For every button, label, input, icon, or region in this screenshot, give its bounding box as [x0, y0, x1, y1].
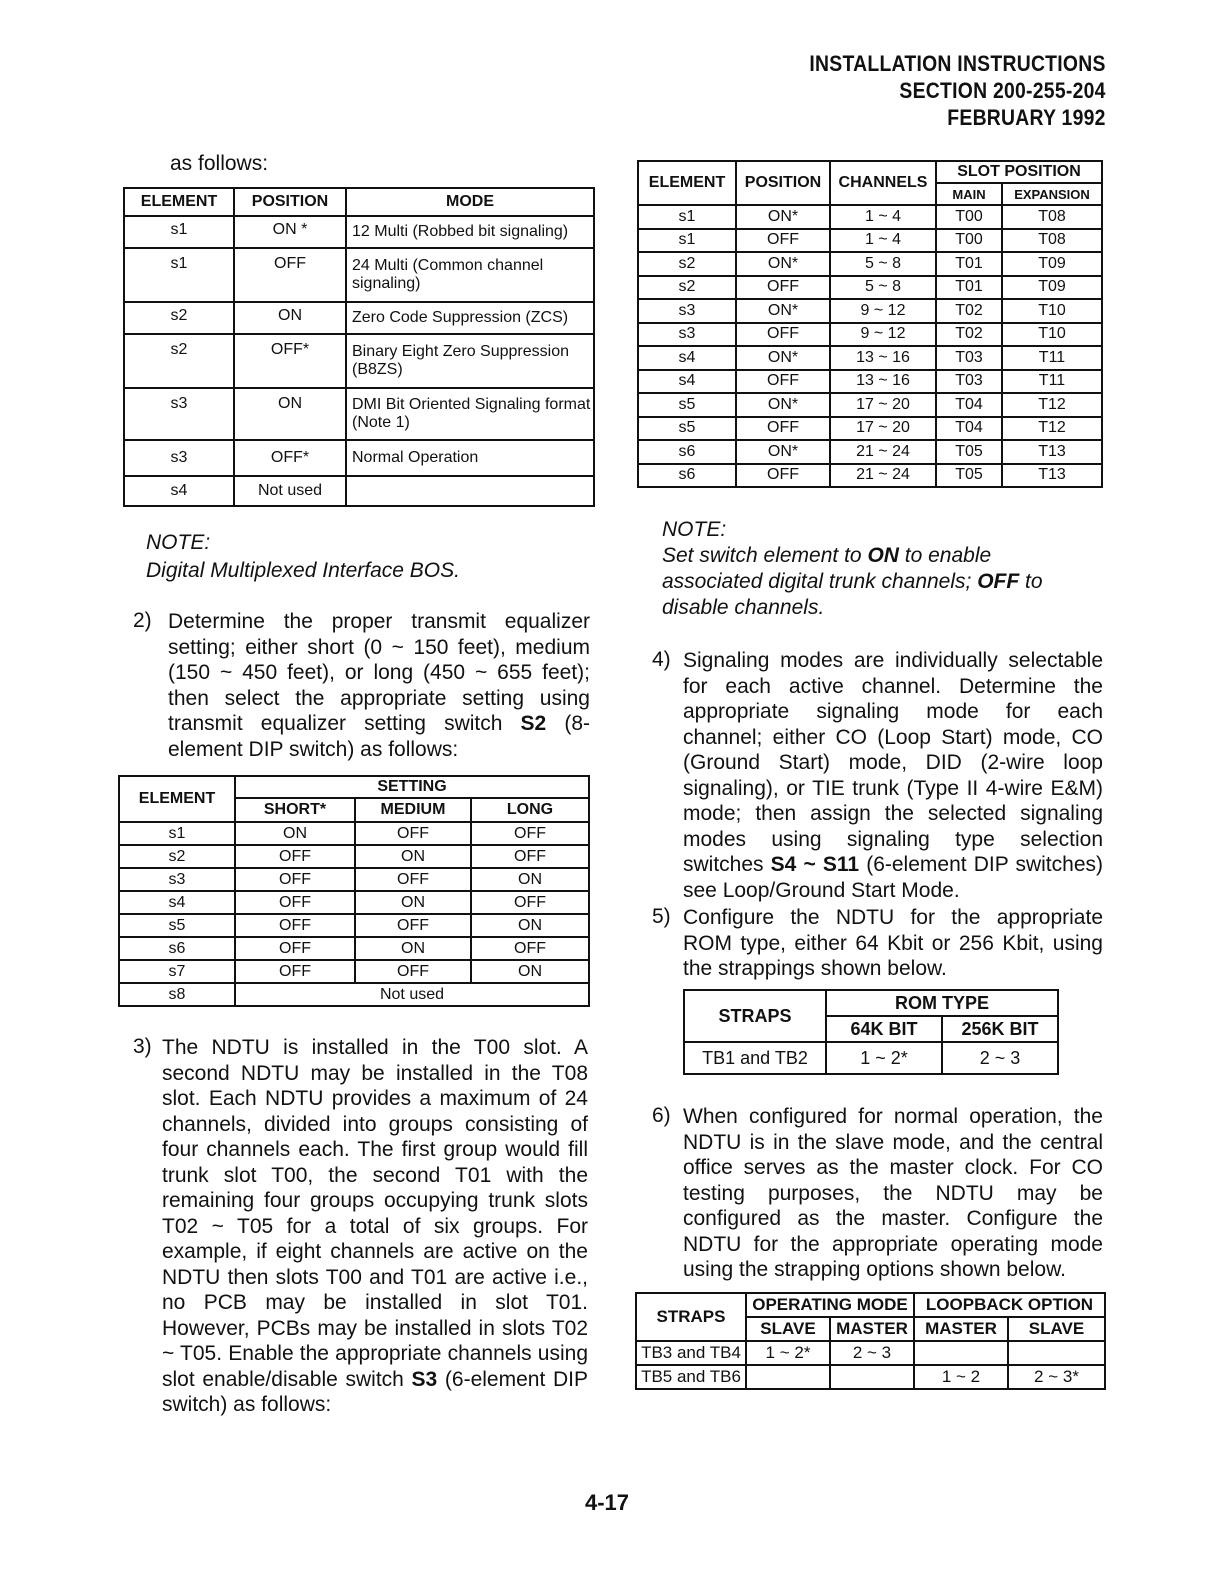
col-header-straps: STRAPS	[684, 990, 826, 1042]
table-row: s6 OFF ON OFF	[119, 937, 589, 960]
table-row: s2 OFF ON OFF	[119, 845, 589, 868]
item-4-text: Signaling modes are individually selectable for each active channel. Determine the appropriate signaling mode for each channel; either CO (Loop Start) mode, CO (Ground Start) mode, DID (2-wire loop signaling), or TIE trunk (Type II 4-wire E&M) mode; then assign the selected signaling modes using signaling type selection switches S4 ~ S11 (6-element DIP switches) see Loop/Ground Start Mode.	[683, 649, 1103, 902]
as-follows-text: as follows:	[170, 152, 269, 175]
item-5-number: 5)	[652, 905, 671, 928]
col-header-operating-mode: OPERATING MODE	[746, 1293, 914, 1317]
table-row: s7 OFF OFF ON	[119, 960, 589, 983]
table-row: s3 ON* 9 ~ 12 T02 T10	[638, 299, 1102, 323]
item-5-text: Configure the NDTU for the appropriate ROM type, either 64 Kbit or 256 Kbit, using the strappings shown below.	[683, 906, 1103, 980]
table-row: s6 ON* 21 ~ 24 T05 T13	[638, 440, 1102, 464]
table-row: s5 OFF OFF ON	[119, 914, 589, 937]
table-row: s5 OFF 17 ~ 20 T04 T12	[638, 417, 1102, 441]
table-row: s6 OFF 21 ~ 24 T05 T13	[638, 464, 1102, 488]
col-header-element: ELEMENT	[124, 188, 234, 216]
table-row: s4 Not used	[124, 476, 594, 506]
header-title: INSTALLATION INSTRUCTIONS	[809, 51, 1106, 76]
note-text: Set switch element to ON to enable associated digital trunk channels; OFF to disable channels.	[662, 544, 1043, 619]
table-row: s3 OFF* Normal Operation	[124, 440, 594, 476]
note-text: Digital Multiplexed Interface BOS.	[146, 559, 460, 582]
table-row: s3 ON DMI Bit Oriented Signaling format (Note 1)	[124, 388, 594, 440]
table-row: s1 ON * 12 Multi (Robbed bit signaling)	[124, 216, 594, 248]
table-row: s4 ON* 13 ~ 16 T03 T11	[638, 346, 1102, 370]
header-date: FEBRUARY 1992	[947, 105, 1106, 130]
table-row: s1 OFF 1 ~ 4 T00 T08	[638, 229, 1102, 253]
rom-type-strap-table: STRAPS ROM TYPE 64K BIT 256K BIT TB1 and TB2 1 ~ 2* 2 ~ 3	[683, 989, 1059, 1075]
page-number: 4-17	[584, 1490, 630, 1515]
note-label: NOTE:	[662, 518, 727, 541]
item-4-number: 4)	[652, 648, 671, 671]
switch-s3-slot-table: ELEMENT POSITION CHANNELS SLOT POSITION MAIN EXPANSION s1 ON* 1 ~ 4 T00 T08 s1 OFF 1 ~ 4 T00 T08 s2 ON* 5 ~ 8 T01 T09 s2 OFF 5 ~ 8 T01 T09 s3 ON* 9 ~ 12 T02 T10 s3 OFF 9 ~ 12 T02 T10 s4 ON* 13 ~ 16 T03 T11 s4 OFF 13 ~ 16 T03 T11 s5 ON* 17 ~ 20 T04 T12 s5 OFF 17 ~ 20 T04 T12 s6 ON* 21 ~ 24 T05 T13 s6 OFF 21 ~ 24 T05 T13	[637, 160, 1103, 488]
table-row: s3 OFF 9 ~ 12 T02 T10	[638, 323, 1102, 347]
col-header-element: ELEMENT	[638, 161, 736, 205]
table-row: s5 ON* 17 ~ 20 T04 T12	[638, 393, 1102, 417]
table-row: s1 ON OFF OFF	[119, 822, 589, 845]
note-2	[662, 517, 1092, 621]
table-row: TB5 and TB6 1 ~ 2 2 ~ 3*	[636, 1365, 1105, 1389]
switch-s1-mode-table	[123, 187, 595, 507]
table-row: s4 OFF 13 ~ 16 T03 T11	[638, 370, 1102, 394]
operating-mode-strap-table: STRAPS OPERATING MODE LOOPBACK OPTION SLAVE MASTER MASTER SLAVE TB3 and TB4 1 ~ 2* 2 ~ 3 TB5 and TB6 1 ~ 2 2 ~ 3*	[635, 1292, 1106, 1390]
col-header-mode: MODE	[346, 188, 594, 216]
table-row: s1 OFF 24 Multi (Common channel signaling)	[124, 248, 594, 302]
table-row: s2 OFF 5 ~ 8 T01 T09	[638, 276, 1102, 300]
table-row: s2 ON* 5 ~ 8 T01 T09	[638, 252, 1102, 276]
table-row: s1 ON* 1 ~ 4 T00 T08	[638, 205, 1102, 229]
table-row: s2 ON Zero Code Suppression (ZCS)	[124, 302, 594, 334]
table-row: s4 OFF ON OFF	[119, 891, 589, 914]
item-2-text: Determine the proper transmit equalizer setting; either short (0 ~ 150 feet), medium (150 ~ 450 feet), or long (450 ~ 655 feet); then select the appropriate setting using transmit equalizer setting switch S2 (8-element DIP switch) as follows:	[168, 610, 590, 761]
col-header-rom-type: ROM TYPE	[826, 990, 1058, 1016]
table-row: TB3 and TB4 1 ~ 2* 2 ~ 3	[636, 1341, 1105, 1365]
table-row: s2 OFF* Binary Eight Zero Suppression (B8ZS)	[124, 334, 594, 388]
col-header-element: ELEMENT	[119, 776, 235, 822]
item-6-number: 6)	[652, 1104, 671, 1127]
col-header-straps: STRAPS	[636, 1293, 746, 1341]
col-header-position: POSITION	[234, 188, 346, 216]
page-header	[810, 50, 1106, 131]
item-3-number: 3)	[133, 1035, 152, 1058]
col-header-loopback-option: LOOPBACK OPTION	[914, 1293, 1105, 1317]
table-row: TB1 and TB2 1 ~ 2* 2 ~ 3	[684, 1042, 1058, 1074]
note-1	[146, 530, 586, 584]
col-header-slot-position: SLOT POSITION	[936, 161, 1102, 183]
item-3-text: The NDTU is installed in the T00 slot. A second NDTU may be installed in the T08 slot. Each NDTU provides a maximum of 24 channels, divided into groups consisting of four channels each. The first group would fill trunk slot T00, the second T01 with the remaining four groups occupying trunk slots T02 ~ T05 for a total of six groups. For example, if eight channels are active on the NDTU then slots T00 and T01 are active i.e., no PCB may be installed in slot T01. However, PCBs may be installed in slots T02 ~ T05. Enable the appropriate channels using slot enable/disable switch S3 (6-element DIP switch) as follows:	[162, 1036, 588, 1416]
note-label: NOTE:	[146, 531, 211, 554]
col-header-setting: SETTING	[235, 776, 589, 798]
header-section: SECTION 200-255-204	[899, 78, 1106, 103]
item-2-number: 2)	[133, 609, 152, 632]
col-header-position: POSITION	[736, 161, 830, 205]
item-6-text: When configured for normal operation, the NDTU is in the slave mode, and the central office serves as the master clock. For CO testing purposes, the NDTU may be configured as the master. Configure the NDTU for the appropriate operating mode using the strapping options shown below.	[683, 1105, 1103, 1281]
col-header-channels: CHANNELS	[830, 161, 936, 205]
table-row: s3 OFF OFF ON	[119, 868, 589, 891]
table-row: s8 Not used	[119, 983, 589, 1006]
switch-s2-equalizer-table: ELEMENT SETTING SHORT* MEDIUM LONG s1 ON OFF OFF s2 OFF ON OFF s3 OFF OFF ON s4 OFF ON OFF s5 OFF OFF ON s6 OFF ON OFF s7 OFF OFF ON s8 Not used	[118, 775, 590, 1007]
